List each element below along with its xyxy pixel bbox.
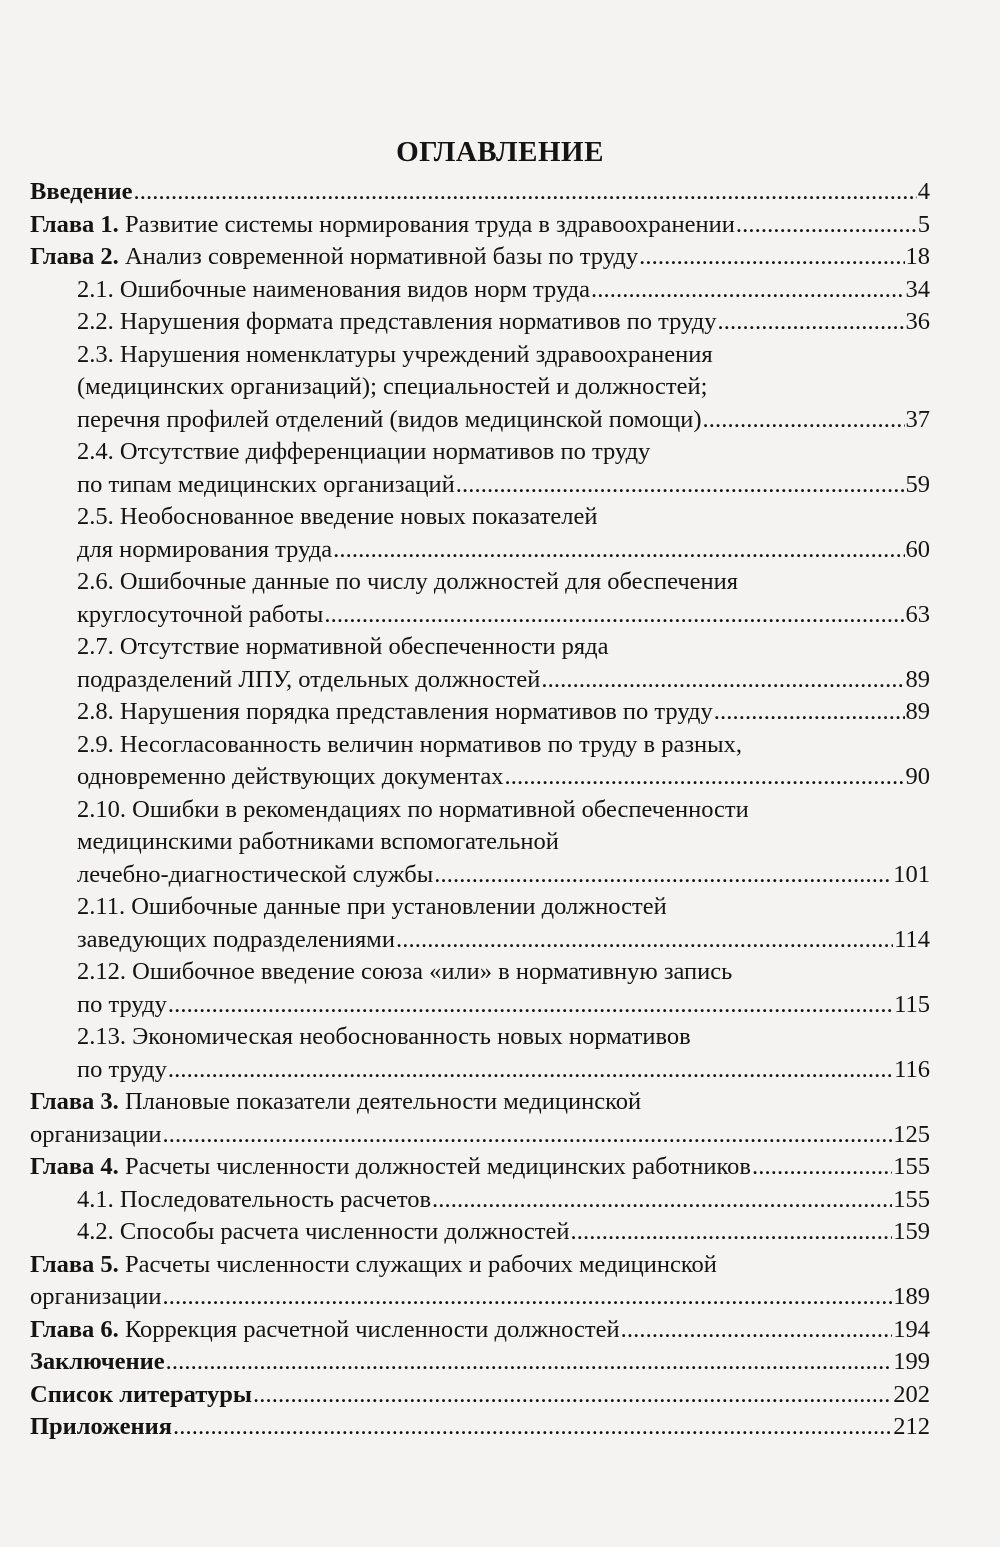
dot-leader — [736, 209, 917, 242]
dot-leader — [432, 1184, 892, 1217]
toc-entry-label: Глава 5. — [30, 1250, 119, 1278]
toc-page-number: 63 — [905, 600, 930, 628]
toc-entry-text: одновременно действующих документах — [77, 763, 504, 790]
toc-entry-line: 2.7. Отсутствие нормативной обеспеченности ряда — [77, 633, 609, 660]
toc-entry-chapter-1 — [30, 209, 930, 242]
toc-page-number: 37 — [905, 405, 930, 433]
toc-page-number: 116 — [894, 1055, 930, 1083]
toc-page-number: 89 — [905, 698, 930, 725]
dot-leader — [621, 1314, 893, 1347]
toc-entry-text: 4.1. Последовательность расчетов — [77, 1185, 432, 1213]
toc-page-number: 90 — [905, 763, 930, 790]
toc-entry-text: подразделений ЛПУ, отдельных должностей — [77, 665, 541, 693]
dot-leader — [434, 859, 892, 892]
toc-entry-2-2 — [77, 306, 930, 339]
toc-page-number: 194 — [893, 1315, 930, 1343]
toc-entry-line: 2.11. Ошибочные данные при установлении должностей — [77, 893, 667, 920]
toc-entry-text: лечебно-диагностической службы — [77, 860, 434, 888]
toc-entry-label: Глава 1. — [30, 210, 119, 238]
toc-entry-label: Глава 6. — [30, 1315, 119, 1343]
toc-entry-text: 2.1. Ошибочные наименования видов норм труда — [77, 275, 591, 303]
toc-entry-4-1 — [77, 1184, 930, 1217]
dot-leader — [333, 534, 904, 567]
dot-leader — [714, 696, 905, 729]
toc-entry-chapter-6 — [30, 1314, 930, 1347]
toc-page-number: 4 — [917, 178, 930, 205]
dot-leader — [253, 1379, 892, 1412]
toc-entry-text: 4.2. Способы расчета численности должностей — [77, 1218, 570, 1245]
dot-leader — [168, 1054, 893, 1087]
toc-entry-2-3 — [77, 339, 930, 437]
dot-leader — [173, 1411, 892, 1444]
toc-page-number: 89 — [905, 665, 930, 693]
toc-entry-chapter-4 — [30, 1151, 930, 1184]
toc-entry-text: 2.2. Нарушения формата представления нормативов по труду — [77, 308, 717, 335]
toc-page-number: 114 — [894, 925, 930, 953]
toc-page-number: 101 — [893, 860, 930, 888]
toc-entry-text: Анализ современной нормативной базы по труду — [124, 243, 639, 270]
toc-entry-line: 2.4. Отсутствие дифференциации нормативов по труду — [77, 438, 651, 465]
toc-entry-4-2 — [77, 1216, 930, 1249]
dot-leader — [456, 469, 905, 502]
toc-entry-2-5 — [77, 501, 930, 566]
toc-entry-line: 2.5. Необоснованное введение новых показателей — [77, 503, 598, 530]
dot-leader — [591, 274, 904, 307]
toc-entry-text: организации — [30, 1283, 162, 1310]
toc-page-number: 155 — [893, 1153, 930, 1180]
toc-entry-line: 2.9. Несогласованность величин нормативов по труду в разных, — [77, 730, 742, 758]
toc-entry-text: по типам медицинских организаций — [77, 470, 455, 498]
toc-entry-chapter-5 — [30, 1249, 930, 1314]
toc-page-number: 60 — [905, 535, 930, 563]
toc-entry-label: Глава 4. — [30, 1153, 119, 1180]
toc-entry-2-4 — [77, 436, 930, 501]
dot-leader — [396, 924, 893, 957]
toc-page-number: 34 — [905, 275, 930, 303]
dot-leader — [752, 1151, 892, 1184]
toc-entry-text: Коррекция расчетной численности должностей — [124, 1315, 620, 1343]
toc-entry-line: 2.13. Экономическая необоснованность новых нормативов — [77, 1023, 691, 1050]
dot-leader — [703, 404, 905, 437]
toc-entry-chapter-2 — [30, 241, 930, 274]
toc-entry-2-10 — [77, 794, 930, 892]
toc-entry-2-8 — [77, 696, 930, 729]
table-of-contents — [30, 176, 930, 1444]
toc-entry-label: Заключение — [30, 1348, 165, 1375]
toc-entry-text: перечня профилей отделений (видов медицинской помощи) — [77, 405, 702, 433]
toc-entry-2-13 — [77, 1021, 930, 1086]
dot-leader — [570, 1216, 892, 1249]
toc-page-number: 199 — [893, 1348, 930, 1375]
toc-entry-references — [30, 1379, 930, 1412]
toc-entry-chapter-3 — [30, 1086, 930, 1151]
dot-leader — [168, 989, 893, 1022]
toc-entry-text: 2.8. Нарушения порядка представления нормативов по труду — [77, 698, 713, 725]
dot-leader — [166, 1346, 893, 1379]
toc-entry-line: 2.3. Нарушения номенклатуры учреждений здравоохранения — [77, 340, 713, 368]
toc-entry-label: Глава 3. — [30, 1088, 119, 1115]
toc-entry-2-6 — [77, 566, 930, 631]
toc-page-number: 155 — [893, 1185, 930, 1213]
toc-entry-appendices — [30, 1411, 930, 1444]
page-title: ОГЛАВЛЕНИЕ — [396, 136, 604, 168]
toc-entry-text: для нормирования труда — [77, 535, 333, 563]
dot-leader — [163, 1119, 893, 1152]
toc-entry-text: по труду — [77, 990, 167, 1018]
toc-entry-text: заведующих подразделениями — [77, 925, 395, 953]
toc-entry-line: 2.12. Ошибочное введение союза «или» в нормативную запись — [77, 958, 733, 985]
dot-leader — [324, 599, 904, 632]
toc-entry-label: Введение — [30, 178, 133, 205]
dot-leader — [541, 664, 904, 697]
toc-entry-line: Плановые показатели деятельности медицинской — [124, 1088, 642, 1115]
dot-leader — [505, 761, 905, 794]
toc-page-number: 202 — [893, 1380, 930, 1408]
toc-entry-label: Глава 2. — [30, 243, 119, 270]
toc-entry-line: 2.6. Ошибочные данные по числу должностей для обеспечения — [77, 568, 739, 595]
toc-entry-line: медицинскими работниками вспомогательной — [77, 828, 559, 855]
toc-entry-line: (медицинских организаций); специальностей и должностей; — [77, 373, 708, 400]
toc-page-number: 212 — [893, 1413, 930, 1440]
toc-entry-line: Расчеты численности служащих и рабочих медицинской — [124, 1250, 717, 1278]
toc-page-number: 18 — [905, 243, 930, 270]
toc-page-number: 189 — [893, 1283, 930, 1310]
toc-entry-2-9 — [77, 729, 930, 794]
toc-entry-introduction — [30, 176, 930, 209]
toc-entry-line: 2.10. Ошибки в рекомендациях по нормативной обеспеченности — [77, 795, 749, 823]
toc-page-number: 59 — [905, 470, 930, 498]
dot-leader — [163, 1281, 893, 1314]
toc-page-number: 36 — [905, 308, 930, 335]
toc-entry-label: Приложения — [30, 1413, 172, 1440]
dot-leader — [134, 176, 917, 209]
toc-entry-2-11 — [77, 891, 930, 956]
toc-page-number: 125 — [893, 1120, 930, 1148]
toc-entry-text: по труду — [77, 1055, 167, 1083]
toc-entry-text: Развитие системы нормирования труда в здравоохранении — [124, 210, 735, 238]
dot-leader — [639, 241, 904, 274]
toc-entry-label: Список литературы — [30, 1380, 253, 1408]
toc-entry-2-7 — [77, 631, 930, 696]
toc-entry-2-1 — [77, 274, 930, 307]
toc-entry-text: организации — [30, 1120, 162, 1148]
toc-page-number: 159 — [893, 1218, 930, 1245]
toc-entry-conclusion — [30, 1346, 930, 1379]
toc-entry-text: круглосуточной работы — [77, 600, 324, 628]
toc-entry-text: Расчеты численности должностей медицинских работников — [124, 1153, 751, 1180]
dot-leader — [717, 306, 904, 339]
toc-entry-2-12 — [77, 956, 930, 1021]
toc-page-number: 115 — [894, 990, 930, 1018]
toc-page-number: 5 — [917, 210, 930, 238]
